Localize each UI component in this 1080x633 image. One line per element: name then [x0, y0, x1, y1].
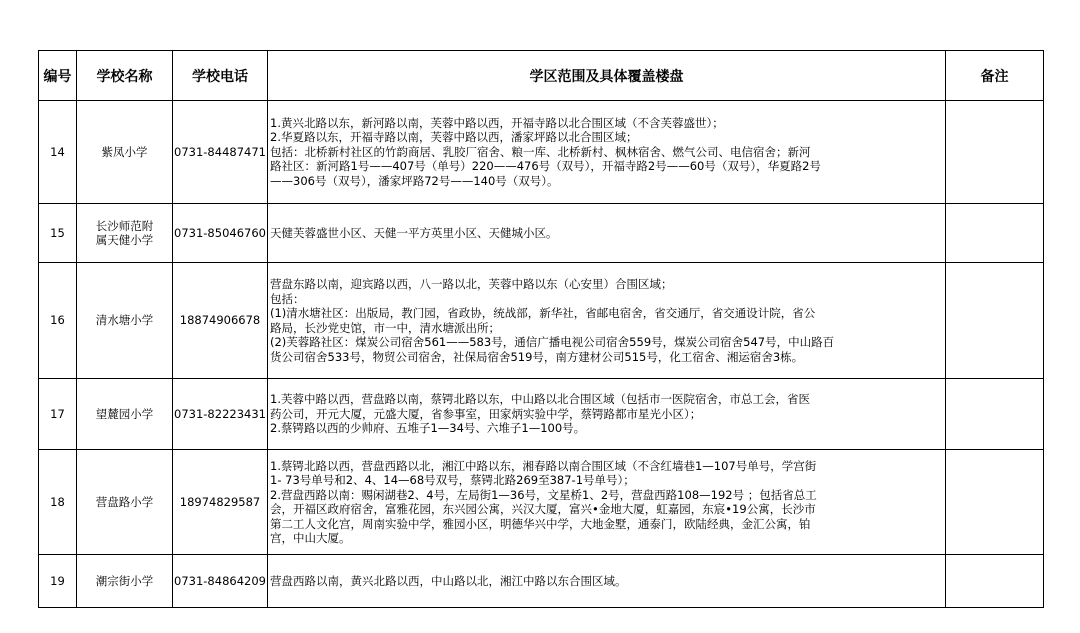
row-note — [946, 450, 1044, 555]
district-scope — [268, 379, 946, 450]
school-phone: 18874906678 — [173, 263, 268, 379]
scope-line: 1- 73号单号和2、4、14—68号双号，蔡锷北路269至387-1号单号）； — [270, 473, 635, 487]
row-note — [946, 555, 1044, 608]
school-name: 清水塘小学 — [77, 263, 173, 379]
row-number: 15 — [39, 204, 77, 263]
scope-line: 路局，长沙党史馆，市一中，清水塘派出所； — [270, 320, 500, 335]
table-row — [39, 101, 1044, 204]
school-name-line: 属天健小学 — [95, 233, 154, 247]
header-district-scope: 学区范围及具体覆盖楼盘 — [268, 51, 946, 101]
scope-line: 1.蔡锷北路以西，营盘西路以北，湘江中路以东，湘春路以南合围区域（不含红墙巷1—107号单号，学宫街 — [270, 458, 817, 473]
scope-line: 货公司宿舍533号，物贸公司宿舍，社保局宿舍519号，南方建材公司515号，化工宿舍、湘运宿舍3栋。 — [270, 349, 804, 364]
row-note — [946, 379, 1044, 450]
school-phone: 0731-84864209 — [173, 555, 268, 608]
school-name: 望麓园小学 — [77, 379, 173, 450]
scope-line: 营盘西路以南，黄兴北路以西，中山路以北，湘江中路以东合围区域。 — [270, 573, 627, 588]
scope-line: 天健芙蓉盛世小区、天健一平方英里小区、天健城小区。 — [270, 225, 558, 240]
school-name: 紫凤小学 — [77, 101, 173, 204]
scope-line: ——306号（双号），潘家坪路72号——140号（双号）。 — [270, 173, 559, 188]
header-school-name: 学校名称 — [77, 51, 173, 101]
scope-line: 2.华夏路以东，开福寺路以南，芙蓉中路以西，潘家坪路以北合围区域； — [270, 130, 638, 145]
district-scope — [268, 263, 946, 379]
table-header-row — [39, 51, 1044, 101]
row-number: 18 — [39, 450, 77, 555]
scope-line: 药公司，开元大厦，元盛大厦，省参事室，田家炳实验中学，蔡锷路都市星光小区）； — [270, 406, 702, 421]
district-scope — [268, 555, 946, 608]
scope-line: 1.芙蓉中路以西，营盘路以南，蔡锷北路以东，中山路以北合围区域（包括市一医院宿舍，市总工会，省医 — [270, 392, 810, 407]
row-note — [946, 263, 1044, 379]
scope-line: 宫，中山大厦。 — [270, 531, 351, 545]
school-phone: 0731-84487471 — [173, 101, 268, 204]
school-name: 营盘路小学 — [77, 450, 173, 555]
scope-line: 第二工人文化宫，周南实验中学，雅园小区，明德华兴中学，大地金墅，通泰门，欧陆经典，金汇公寓，铂 — [270, 516, 811, 531]
scope-line: (1)清水塘社区：出版局，教门园，省政协，统战部，新华社，省邮电宿舍，省交通厅，省交通设计院，省公 — [270, 306, 816, 320]
school-district-table — [38, 50, 1044, 608]
district-scope — [268, 204, 946, 263]
scope-line: 路社区：新河路1号——407号（单号）220——476号（双号），开福寺路2号——60号（双号），华夏路2号 — [270, 159, 821, 174]
row-number: 16 — [39, 263, 77, 379]
school-phone: 18974829587 — [173, 450, 268, 555]
row-number: 17 — [39, 379, 77, 450]
scope-line: 包括： — [270, 291, 305, 306]
scope-line: 会，开福区政府宿舍，富雅花园，东兴园公寓，兴汉大厦，富兴•金地大厦，虹嘉园，东宸•19公寓，长沙市 — [270, 502, 816, 516]
scope-line: 1.黄兴北路以东，新河路以南，芙蓉中路以西，开福寺路以北合围区域（不含芙蓉盛世）； — [270, 115, 724, 130]
scope-line: (2)芙蓉路社区：煤炭公司宿舍561——583号，通信广播电视公司宿舍559号，煤炭公司宿舍547号，中山路百 — [270, 335, 835, 349]
scope-line: 营盘东路以南，迎宾路以西，八一路以北，芙蓉中路以东（心安里）合围区域； — [270, 277, 673, 291]
row-number: 19 — [39, 555, 77, 608]
district-scope — [268, 450, 946, 555]
school-name: 潮宗街小学 — [77, 555, 173, 608]
table-row — [39, 555, 1044, 608]
table-row — [39, 379, 1044, 450]
row-note — [946, 101, 1044, 204]
header-note: 备注 — [946, 51, 1044, 101]
scope-line: 2.营盘西路以南：赐闲湖巷2、4号，左局街1—36号，文星桥1、2号，营盘西路108—192号 ；包括省总工 — [270, 487, 817, 502]
school-phone: 0731-85046760 — [173, 204, 268, 263]
table-row — [39, 204, 1044, 263]
scope-line: 包括：北桥新村社区的竹韵商居、乳胶厂宿舍、粮一库、北桥新村、枫林宿舍、燃气公司、电信宿舍；新河 — [270, 144, 811, 159]
row-note — [946, 204, 1044, 263]
table-row — [39, 263, 1044, 379]
scope-line: 2.蔡锷路以西的少帅府、五堆子1—34号、六堆子1—100号。 — [270, 421, 586, 436]
header-school-phone: 学校电话 — [173, 51, 268, 101]
school-phone: 0731-82223431 — [173, 379, 268, 450]
school-name-line: 长沙师范附 — [95, 218, 154, 233]
table-row — [39, 450, 1044, 555]
school-name — [77, 204, 173, 263]
header-number: 编号 — [39, 51, 77, 101]
district-scope — [268, 101, 946, 204]
row-number: 14 — [39, 101, 77, 204]
